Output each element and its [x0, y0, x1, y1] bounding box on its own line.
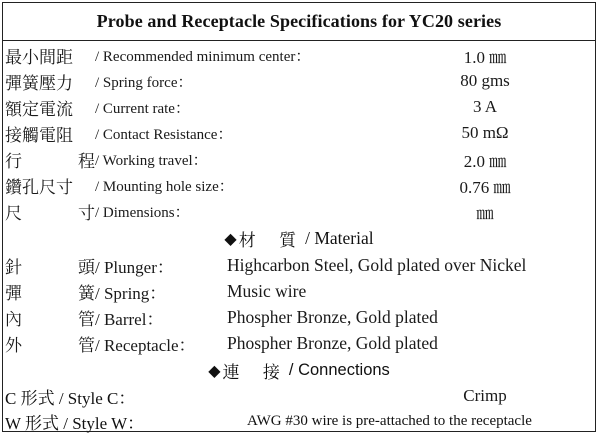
- spec-value: 50 mΩ: [461, 123, 509, 142]
- material-label-en: / Plunger：: [95, 257, 174, 277]
- spec-value: 0.76 ㎜: [459, 177, 511, 197]
- material-value: Phospher Bronze, Gold plated: [227, 306, 438, 327]
- section-label-en: / Material: [305, 227, 374, 248]
- material-label-cjk: [5, 331, 97, 356]
- connection-row-style-w: [3, 408, 595, 434]
- material-label-cjk-char: 管: [78, 309, 95, 330]
- material-row-spring: [3, 278, 595, 304]
- material-label-cjk-char: 外: [5, 335, 22, 356]
- spec-label-en: / Recommended minimum center：: [95, 48, 311, 65]
- spec-row-contact-resistance: [3, 120, 595, 146]
- material-value: Music wire: [227, 280, 307, 301]
- connection-label: W 形式 / Style W：: [5, 413, 145, 433]
- material-section-header: [3, 225, 595, 251]
- material-value: Phospher Bronze, Gold plated: [227, 332, 438, 353]
- spec-label-en: / Current rate：: [95, 100, 190, 117]
- material-label-en: / Barrel：: [95, 309, 164, 329]
- spec-label-cjk: 彈簧壓力: [5, 73, 73, 94]
- spec-label-en: / Contact Resistance：: [95, 126, 233, 143]
- spec-value: 80 gms: [460, 71, 510, 90]
- spec-label-cjk-char: 程: [78, 151, 95, 172]
- spec-value: 3 A: [472, 97, 498, 116]
- connection-value: Crimp: [463, 386, 507, 405]
- spec-row-spring-force: [3, 68, 595, 94]
- material-label-cjk-char: 簧: [78, 283, 95, 304]
- spec-label-cjk: 鑽孔尺寸: [5, 177, 73, 198]
- section-label-cjk: 材 質: [238, 230, 306, 251]
- spec-row-working-travel: [3, 146, 595, 172]
- material-label-cjk: [5, 305, 97, 330]
- spec-label-cjk-char: 尺: [5, 203, 22, 224]
- connection-value: AWG #30 wire is pre-attached to the receptacle: [247, 412, 532, 429]
- material-label-cjk-char: 針: [5, 257, 22, 278]
- spec-label-cjk: [5, 199, 97, 224]
- spec-label-cjk: 最小間距: [5, 47, 73, 68]
- spec-label-en: / Working travel：: [95, 152, 208, 169]
- spec-label-cjk: [5, 147, 97, 172]
- spec-label-cjk-char: 寸: [78, 203, 95, 224]
- material-label-cjk: [5, 253, 97, 278]
- material-label-cjk: [5, 279, 97, 304]
- material-label-cjk-char: 頭: [78, 257, 95, 278]
- section-label-cjk: 連 接: [222, 362, 289, 383]
- connection-row-style-c: [3, 383, 595, 409]
- material-value: Highcarbon Steel, Gold plated over Nickel: [227, 254, 527, 275]
- diamond-icon: ◆: [208, 360, 221, 380]
- table-title: Probe and Receptacle Specifications for YC20 series: [3, 3, 595, 41]
- spec-value: 2.0 ㎜: [463, 151, 507, 171]
- connection-label: C 形式 / Style C：: [5, 388, 136, 408]
- material-label-en: / Receptacle：: [95, 335, 196, 355]
- spec-value: ㎜: [476, 203, 494, 223]
- material-row-receptacle: [3, 330, 595, 356]
- spec-label-en: / Dimensions：: [95, 204, 190, 221]
- material-label-cjk-char: 內: [5, 309, 22, 330]
- diamond-icon: ◆: [224, 228, 237, 248]
- material-label-cjk-char: 管: [78, 335, 95, 356]
- material-row-barrel: [3, 304, 595, 330]
- spec-table: [2, 2, 596, 432]
- spec-label-en: / Spring force：: [95, 74, 193, 91]
- spec-row-dimensions: [3, 198, 595, 224]
- material-label-cjk-char: 彈: [5, 283, 22, 304]
- spec-value: 1.0 ㎜: [463, 47, 507, 67]
- spec-row-mounting-hole: [3, 172, 595, 198]
- spec-label-en: / Mounting hole size：: [95, 178, 234, 195]
- connection-section-header: [3, 357, 595, 383]
- material-row-plunger: [3, 252, 595, 278]
- spec-row-current-rate: [3, 94, 595, 120]
- spec-label-cjk: 接觸電阻: [5, 125, 73, 146]
- spec-label-cjk-char: 行: [5, 151, 22, 172]
- spec-label-cjk: 額定電流: [5, 99, 73, 120]
- section-label-en: / Connections: [288, 360, 390, 379]
- spec-row-min-center: [3, 42, 595, 68]
- material-label-en: / Spring：: [95, 283, 167, 303]
